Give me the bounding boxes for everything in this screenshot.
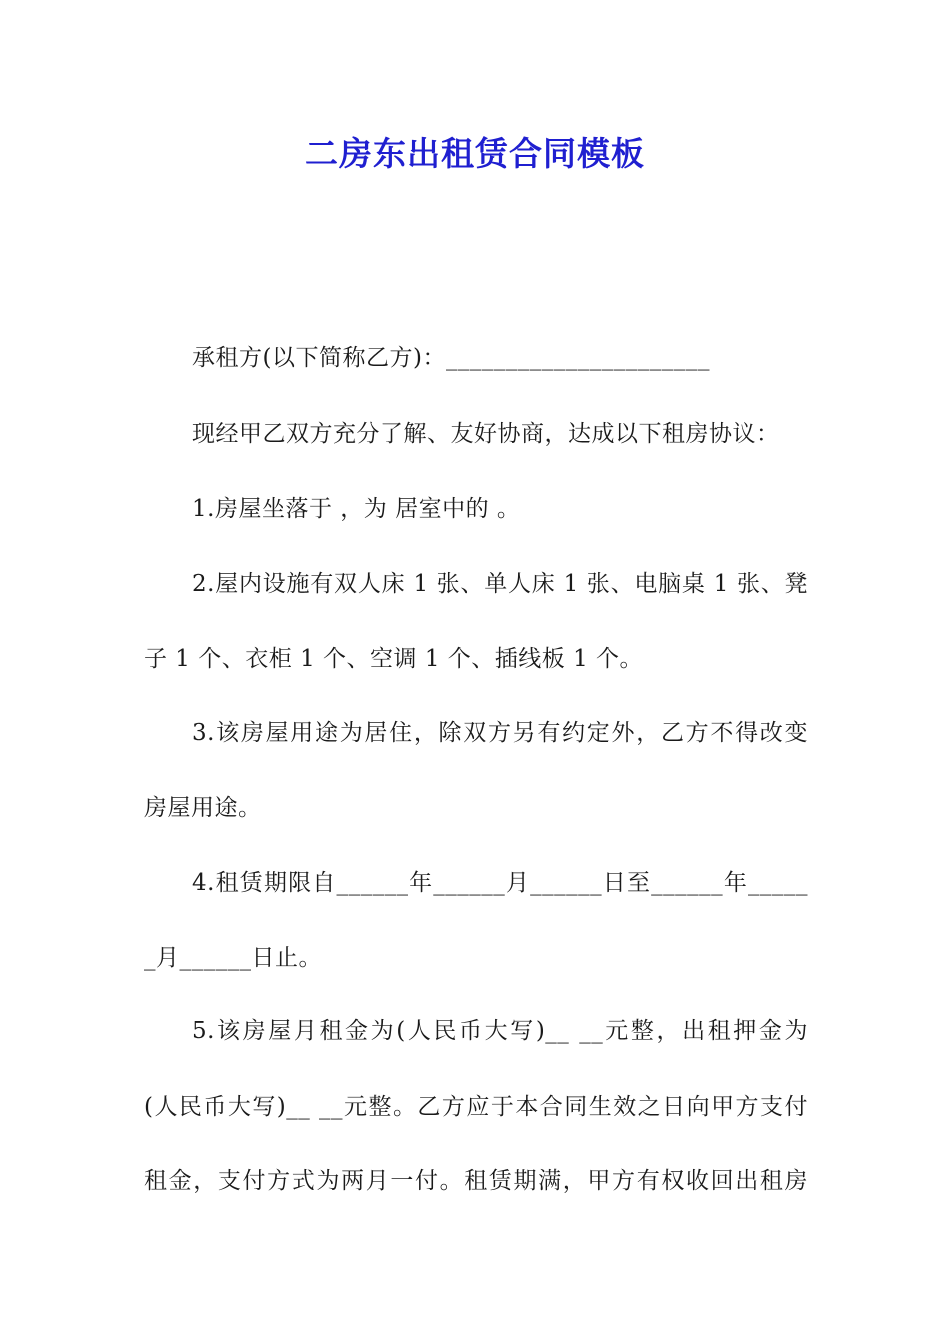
paragraph-line: 3.该房屋用途为居住，除双方另有约定外，乙方不得改变 <box>192 720 808 746</box>
paragraph-line: 1.房屋坐落于 ，为 居室中的 。 <box>192 496 521 522</box>
paragraph-line: 2.屋内设施有双人床 1 张、单人床 1 张、电脑桌 1 张、凳 <box>192 571 808 597</box>
paragraph-line: 租金，支付方式为两月一付。租赁期满，甲方有权收回出租房 <box>144 1168 808 1194</box>
paragraph-line: 5.该房屋月租金为(人民币大写)__ __元整，出租押金为 <box>192 1018 808 1044</box>
paragraph-line: 承租方(以下简称乙方)：______________________ <box>192 345 710 371</box>
paragraph-line: 房屋用途。 <box>144 795 262 821</box>
paragraph-line: 4.租赁期限自______年______月______日至______年_____ <box>192 870 808 896</box>
paragraph-line: (人民币大写)__ __元整。乙方应于本合同生效之日向甲方支付 <box>144 1094 808 1120</box>
paragraph-line: 现经甲乙双方充分了解、友好协商，达成以下租房协议： <box>192 421 780 447</box>
paragraph-line: 子 1 个、衣柜 1 个、空调 1 个、插线板 1 个。 <box>144 646 644 672</box>
document-title: 二房东出租赁合同模板 <box>305 134 645 173</box>
paragraph-line: _月______日止。 <box>144 945 322 971</box>
